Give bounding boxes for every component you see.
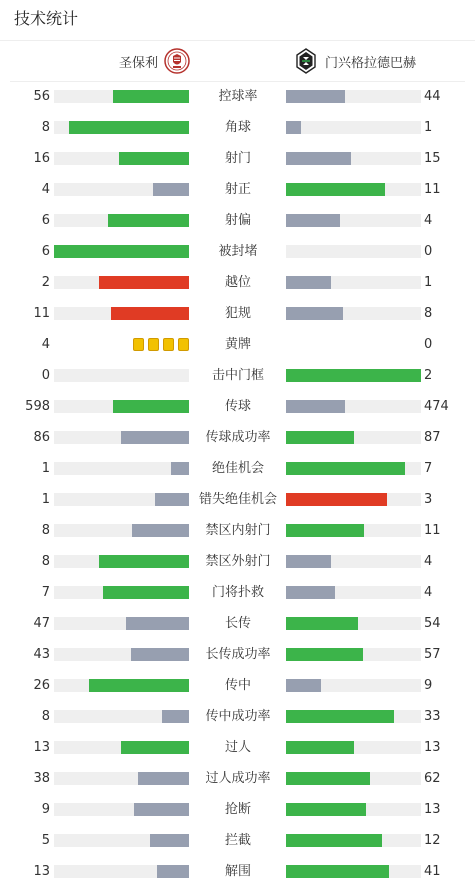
away-bar-fill <box>286 369 421 382</box>
home-bar-fill <box>134 803 189 816</box>
away-bar-track <box>286 369 421 382</box>
home-value: 2 <box>41 275 50 290</box>
away-value: 4 <box>424 554 433 569</box>
stat-label: 长传成功率 <box>205 647 271 662</box>
away-bar-track <box>286 152 421 165</box>
stat-row <box>0 329 475 360</box>
home-bar-fill <box>108 214 189 227</box>
stat-row <box>0 763 475 794</box>
stat-row <box>0 856 475 887</box>
away-value: 44 <box>424 89 441 104</box>
stat-row <box>0 639 475 670</box>
home-bar-track <box>54 648 189 661</box>
gladbach-crest-icon <box>293 48 319 74</box>
stat-row <box>0 205 475 236</box>
away-bar-fill <box>286 462 405 475</box>
away-bar-track <box>286 462 421 475</box>
home-value: 16 <box>33 151 50 166</box>
home-bar-fill <box>113 400 189 413</box>
away-value: 4 <box>424 213 433 228</box>
away-bar-fill <box>286 555 331 568</box>
away-value: 57 <box>424 647 441 662</box>
away-bar-fill <box>286 803 366 816</box>
home-team[interactable] <box>119 48 190 74</box>
home-bar-fill <box>157 865 189 878</box>
away-bar-fill <box>286 493 387 506</box>
away-bar-fill <box>286 431 354 444</box>
stat-label: 传球成功率 <box>205 430 271 445</box>
fc-st-pauli-crest-icon <box>164 48 190 74</box>
home-bar-fill <box>121 741 189 754</box>
home-bar-track <box>54 865 189 878</box>
stat-row <box>0 298 475 329</box>
away-bar-fill <box>286 152 351 165</box>
away-bar-track <box>286 865 421 878</box>
home-bar-track <box>54 524 189 537</box>
home-value: 0 <box>41 368 50 383</box>
away-bar-track <box>286 307 421 320</box>
away-value: 15 <box>424 151 441 166</box>
away-value: 87 <box>424 430 441 445</box>
home-bar-fill <box>153 183 189 196</box>
stat-row <box>0 174 475 205</box>
away-bar-track <box>286 214 421 227</box>
away-bar-track <box>286 772 421 785</box>
away-bar-fill <box>286 710 394 723</box>
home-bar-fill <box>126 617 189 630</box>
away-bar-track <box>286 834 421 847</box>
away-bar-fill <box>286 741 354 754</box>
page-title: 技术统计 <box>14 9 79 28</box>
stat-label: 抢断 <box>224 802 251 817</box>
home-value: 7 <box>41 585 50 600</box>
home-bar-track <box>54 679 189 692</box>
stat-row <box>0 577 475 608</box>
away-value: 9 <box>424 678 433 693</box>
away-bar-track <box>286 648 421 661</box>
home-bar-fill <box>111 307 189 320</box>
away-value: 7 <box>424 461 433 476</box>
home-bar-track <box>54 710 189 723</box>
stat-row <box>0 112 475 143</box>
away-bar-track <box>286 183 421 196</box>
stat-label: 射正 <box>224 182 251 197</box>
stat-label: 击中门框 <box>211 368 264 383</box>
home-value: 13 <box>33 740 50 755</box>
away-bar-fill <box>286 214 340 227</box>
stat-label: 传中成功率 <box>205 709 271 724</box>
away-bar-track <box>286 803 421 816</box>
away-bar-track <box>286 431 421 444</box>
home-bar-track <box>54 555 189 568</box>
away-value: 33 <box>424 709 441 724</box>
away-team[interactable] <box>293 48 416 74</box>
home-bar-track <box>54 183 189 196</box>
away-bar-track <box>286 710 421 723</box>
home-bar-fill <box>162 710 189 723</box>
away-bar-fill <box>286 648 363 661</box>
away-bar-track <box>286 586 421 599</box>
away-bar-fill <box>286 679 321 692</box>
away-value: 0 <box>424 337 433 352</box>
away-bar-track <box>286 524 421 537</box>
home-bar-track <box>54 276 189 289</box>
away-bar-track <box>286 90 421 103</box>
away-bar-fill <box>286 772 370 785</box>
home-bar-fill <box>138 772 189 785</box>
stat-row <box>0 825 475 856</box>
stat-row <box>0 81 475 112</box>
away-bar-fill <box>286 90 345 103</box>
away-bar-track <box>286 741 421 754</box>
home-bar-track <box>54 431 189 444</box>
stat-label: 过人 <box>224 740 251 755</box>
away-bar-track <box>286 400 421 413</box>
home-value: 8 <box>41 709 50 724</box>
home-bar-track <box>54 152 189 165</box>
away-bar-track <box>286 555 421 568</box>
away-value: 62 <box>424 771 441 786</box>
away-value: 41 <box>424 864 441 879</box>
home-bar-fill <box>103 586 189 599</box>
stat-label: 犯规 <box>224 306 251 321</box>
stat-label: 射门 <box>224 151 251 166</box>
home-bar-fill <box>119 152 189 165</box>
home-bar-track <box>54 245 189 258</box>
away-value: 11 <box>424 523 441 538</box>
stat-label: 禁区内射门 <box>205 523 271 538</box>
away-value: 474 <box>424 399 449 414</box>
away-value: 1 <box>424 120 433 135</box>
stat-row <box>0 484 475 515</box>
stat-label: 角球 <box>224 120 251 135</box>
away-value: 4 <box>424 585 433 600</box>
home-value: 4 <box>41 182 50 197</box>
away-bar-fill <box>286 524 364 537</box>
home-value: 56 <box>33 89 50 104</box>
home-value: 26 <box>33 678 50 693</box>
stat-label: 长传 <box>224 616 251 631</box>
home-value: 6 <box>41 244 50 259</box>
stat-row <box>0 391 475 422</box>
home-bar-fill <box>99 555 189 568</box>
home-bar-track <box>54 121 189 134</box>
home-bar-track <box>54 741 189 754</box>
yellow-card-icon <box>163 338 174 351</box>
home-bar-track <box>54 772 189 785</box>
stat-label: 拦截 <box>224 833 251 848</box>
home-value: 38 <box>33 771 50 786</box>
home-bar-fill <box>113 90 189 103</box>
team-header <box>10 41 465 82</box>
home-bar-track <box>54 586 189 599</box>
away-value: 54 <box>424 616 441 631</box>
home-bar-track <box>54 493 189 506</box>
stat-label: 门将扑救 <box>211 585 264 600</box>
away-bar-fill <box>286 121 301 134</box>
home-value: 1 <box>41 461 50 476</box>
home-team-name: 圣保利 <box>118 55 158 71</box>
stat-label: 错失绝佳机会 <box>198 492 277 507</box>
away-bar-fill <box>286 183 385 196</box>
home-bar-fill <box>69 121 189 134</box>
home-bar-track <box>54 307 189 320</box>
home-value: 43 <box>33 647 50 662</box>
away-value: 3 <box>424 492 433 507</box>
home-value: 9 <box>41 802 50 817</box>
home-bar-fill <box>89 679 189 692</box>
home-value: 8 <box>41 554 50 569</box>
home-bar-fill <box>99 276 189 289</box>
home-bar-track <box>54 462 189 475</box>
stat-label: 传中 <box>224 678 251 693</box>
stat-label: 越位 <box>224 275 251 290</box>
stat-row <box>0 794 475 825</box>
stat-row <box>0 236 475 267</box>
away-bar-fill <box>286 586 335 599</box>
home-value: 4 <box>41 337 50 352</box>
stat-label: 被封堵 <box>218 244 258 259</box>
away-bar-fill <box>286 307 343 320</box>
away-bar-fill <box>286 400 345 413</box>
home-value: 5 <box>41 833 50 848</box>
home-bar-track <box>54 400 189 413</box>
away-value: 13 <box>424 740 441 755</box>
home-bar-fill <box>171 462 189 475</box>
away-value: 11 <box>424 182 441 197</box>
away-value: 0 <box>424 244 433 259</box>
home-value: 6 <box>41 213 50 228</box>
away-bar-track <box>286 245 421 258</box>
stat-row <box>0 360 475 391</box>
home-bar-fill <box>54 245 189 258</box>
home-bar-track <box>54 803 189 816</box>
home-bar-fill <box>132 524 189 537</box>
stat-label: 射偏 <box>224 213 251 228</box>
away-bar-fill <box>286 617 358 630</box>
home-bar-fill <box>121 431 189 444</box>
home-bar-fill <box>131 648 189 661</box>
stat-row <box>0 732 475 763</box>
stat-label: 过人成功率 <box>205 771 271 786</box>
away-value: 1 <box>424 275 433 290</box>
stat-row <box>0 143 475 174</box>
yellow-card-icon <box>133 338 144 351</box>
home-value: 8 <box>41 120 50 135</box>
stat-row <box>0 267 475 298</box>
away-value: 12 <box>424 833 441 848</box>
home-bar-track <box>54 214 189 227</box>
home-bar-fill <box>155 493 189 506</box>
away-team-name: 门兴格拉德巴赫 <box>325 55 417 71</box>
home-bar-fill <box>150 834 189 847</box>
stat-row <box>0 515 475 546</box>
yellow-card-icon <box>148 338 159 351</box>
home-bar-track <box>54 369 189 382</box>
away-bar-track <box>286 617 421 630</box>
stat-row <box>0 608 475 639</box>
away-bar-fill <box>286 834 382 847</box>
away-bar-track <box>286 276 421 289</box>
stat-row <box>0 453 475 484</box>
stat-label: 绝佳机会 <box>211 461 264 476</box>
away-bar-fill <box>286 276 331 289</box>
away-bar-track <box>286 679 421 692</box>
stat-row <box>0 546 475 577</box>
home-value: 1 <box>41 492 50 507</box>
home-value: 86 <box>33 430 50 445</box>
home-bar-track <box>54 90 189 103</box>
stat-row <box>0 701 475 732</box>
home-value: 11 <box>33 306 50 321</box>
away-value: 8 <box>424 306 433 321</box>
home-value: 13 <box>33 864 50 879</box>
home-yellow-cards <box>54 338 189 351</box>
home-value: 598 <box>25 399 50 414</box>
stat-label: 控球率 <box>218 89 258 104</box>
away-value: 13 <box>424 802 441 817</box>
stat-label: 黄牌 <box>224 337 251 352</box>
yellow-card-icon <box>178 338 189 351</box>
home-bar-track <box>54 617 189 630</box>
home-value: 8 <box>41 523 50 538</box>
away-bar-track <box>286 121 421 134</box>
home-value: 47 <box>33 616 50 631</box>
away-value: 2 <box>424 368 433 383</box>
stat-label: 传球 <box>224 399 251 414</box>
home-bar-track <box>54 834 189 847</box>
stat-label: 解围 <box>224 864 251 879</box>
stat-row <box>0 670 475 701</box>
stat-label: 禁区外射门 <box>205 554 271 569</box>
away-bar-fill <box>286 865 389 878</box>
away-bar-track <box>286 493 421 506</box>
stat-row <box>0 422 475 453</box>
